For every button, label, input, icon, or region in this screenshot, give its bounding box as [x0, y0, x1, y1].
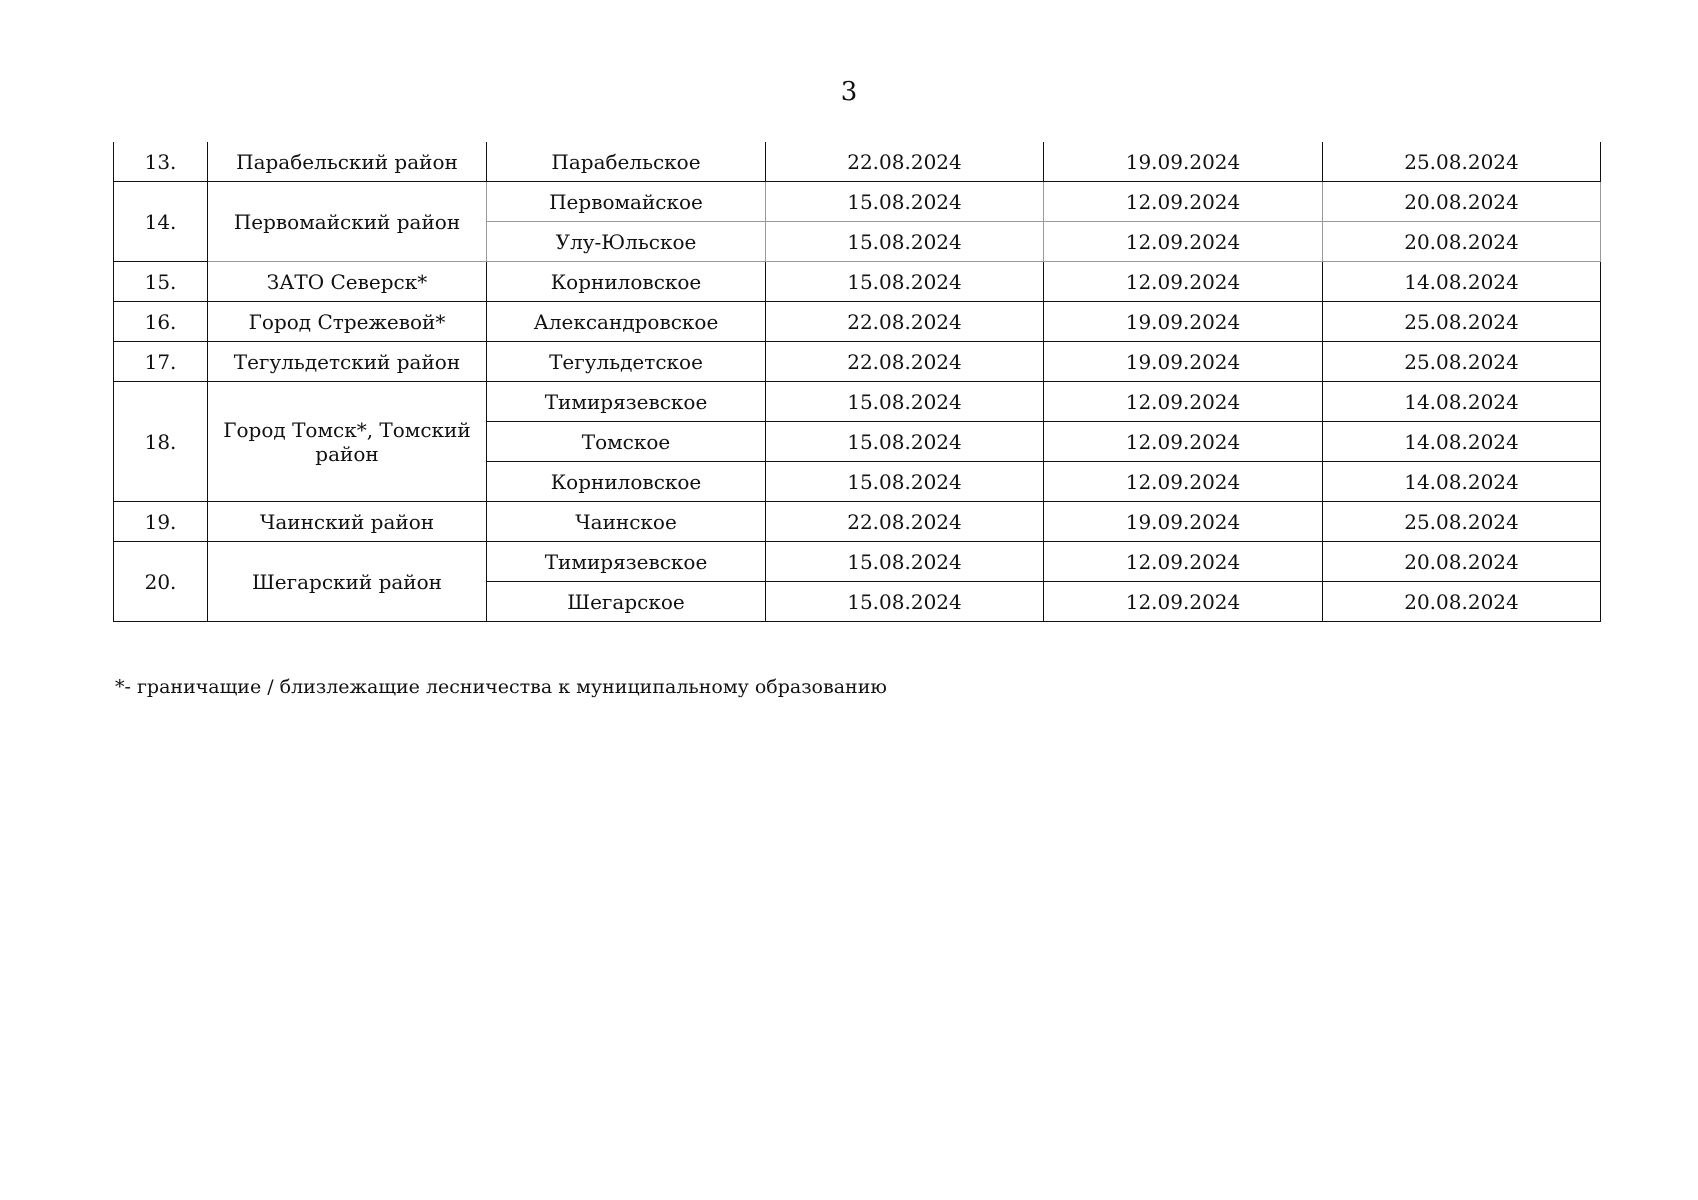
row-number-cell: 19. [114, 502, 208, 542]
table-row [114, 302, 1601, 342]
row-number-cell: 13. [114, 142, 208, 182]
municipality-cell: Парабельский район [208, 142, 487, 182]
forestry-cell: Корниловское [487, 462, 766, 502]
date-cell: 14.08.2024 [1323, 382, 1601, 422]
date-cell: 25.08.2024 [1323, 502, 1601, 542]
date-cell: 15.08.2024 [766, 582, 1044, 622]
date-cell: 12.09.2024 [1044, 462, 1323, 502]
table-row [114, 142, 1601, 182]
date-cell: 15.08.2024 [766, 542, 1044, 582]
table-row [114, 542, 1601, 582]
forestry-cell: Тимирязевское [487, 382, 766, 422]
forestry-cell: Чаинское [487, 502, 766, 542]
date-cell: 22.08.2024 [766, 342, 1044, 382]
date-cell: 20.08.2024 [1323, 222, 1601, 262]
date-cell: 25.08.2024 [1323, 302, 1601, 342]
municipality-cell: Шегарский район [208, 542, 487, 622]
date-cell: 12.09.2024 [1044, 382, 1323, 422]
row-number-cell: 18. [114, 382, 208, 502]
footnote: *- граничащие / близлежащие лесничества к муниципальному образованию [115, 676, 887, 698]
table-row [114, 502, 1601, 542]
date-cell: 19.09.2024 [1044, 502, 1323, 542]
date-cell: 14.08.2024 [1323, 422, 1601, 462]
forestry-cell: Первомайское [487, 182, 766, 222]
forestry-cell: Тимирязевское [487, 542, 766, 582]
date-cell: 22.08.2024 [766, 302, 1044, 342]
municipality-cell: Город Томск*, Томский район [208, 382, 487, 502]
forestry-cell: Корниловское [487, 262, 766, 302]
row-number-cell: 14. [114, 182, 208, 262]
date-cell: 15.08.2024 [766, 462, 1044, 502]
date-cell: 15.08.2024 [766, 182, 1044, 222]
forestry-cell: Томское [487, 422, 766, 462]
date-cell: 22.08.2024 [766, 142, 1044, 182]
municipality-cell: ЗАТО Северск* [208, 262, 487, 302]
date-cell: 15.08.2024 [766, 262, 1044, 302]
forestry-cell: Тегульдетское [487, 342, 766, 382]
date-cell: 12.09.2024 [1044, 182, 1323, 222]
forestry-cell: Шегарское [487, 582, 766, 622]
page-number: 3 [840, 77, 858, 107]
table-row [114, 382, 1601, 422]
row-number-cell: 20. [114, 542, 208, 622]
forestry-cell: Улу-Юльское [487, 222, 766, 262]
row-number-cell: 16. [114, 302, 208, 342]
date-cell: 15.08.2024 [766, 382, 1044, 422]
date-cell: 12.09.2024 [1044, 422, 1323, 462]
date-cell: 25.08.2024 [1323, 142, 1601, 182]
forestry-cell: Александровское [487, 302, 766, 342]
date-cell: 12.09.2024 [1044, 582, 1323, 622]
forestry-cell: Парабельское [487, 142, 766, 182]
date-cell: 25.08.2024 [1323, 342, 1601, 382]
date-cell: 19.09.2024 [1044, 142, 1323, 182]
table-row [114, 182, 1601, 222]
municipality-cell: Город Стрежевой* [208, 302, 487, 342]
schedule-table [113, 142, 1601, 622]
table-row [114, 262, 1601, 302]
date-cell: 12.09.2024 [1044, 542, 1323, 582]
municipality-cell: Чаинский район [208, 502, 487, 542]
date-cell: 15.08.2024 [766, 422, 1044, 462]
date-cell: 14.08.2024 [1323, 262, 1601, 302]
date-cell: 12.09.2024 [1044, 222, 1323, 262]
date-cell: 22.08.2024 [766, 502, 1044, 542]
date-cell: 12.09.2024 [1044, 262, 1323, 302]
date-cell: 20.08.2024 [1323, 182, 1601, 222]
municipality-cell: Тегульдетский район [208, 342, 487, 382]
date-cell: 20.08.2024 [1323, 582, 1601, 622]
date-cell: 15.08.2024 [766, 222, 1044, 262]
date-cell: 19.09.2024 [1044, 342, 1323, 382]
date-cell: 14.08.2024 [1323, 462, 1601, 502]
table-row [114, 342, 1601, 382]
row-number-cell: 15. [114, 262, 208, 302]
row-number-cell: 17. [114, 342, 208, 382]
date-cell: 20.08.2024 [1323, 542, 1601, 582]
municipality-cell: Первомайский район [208, 182, 487, 262]
date-cell: 19.09.2024 [1044, 302, 1323, 342]
